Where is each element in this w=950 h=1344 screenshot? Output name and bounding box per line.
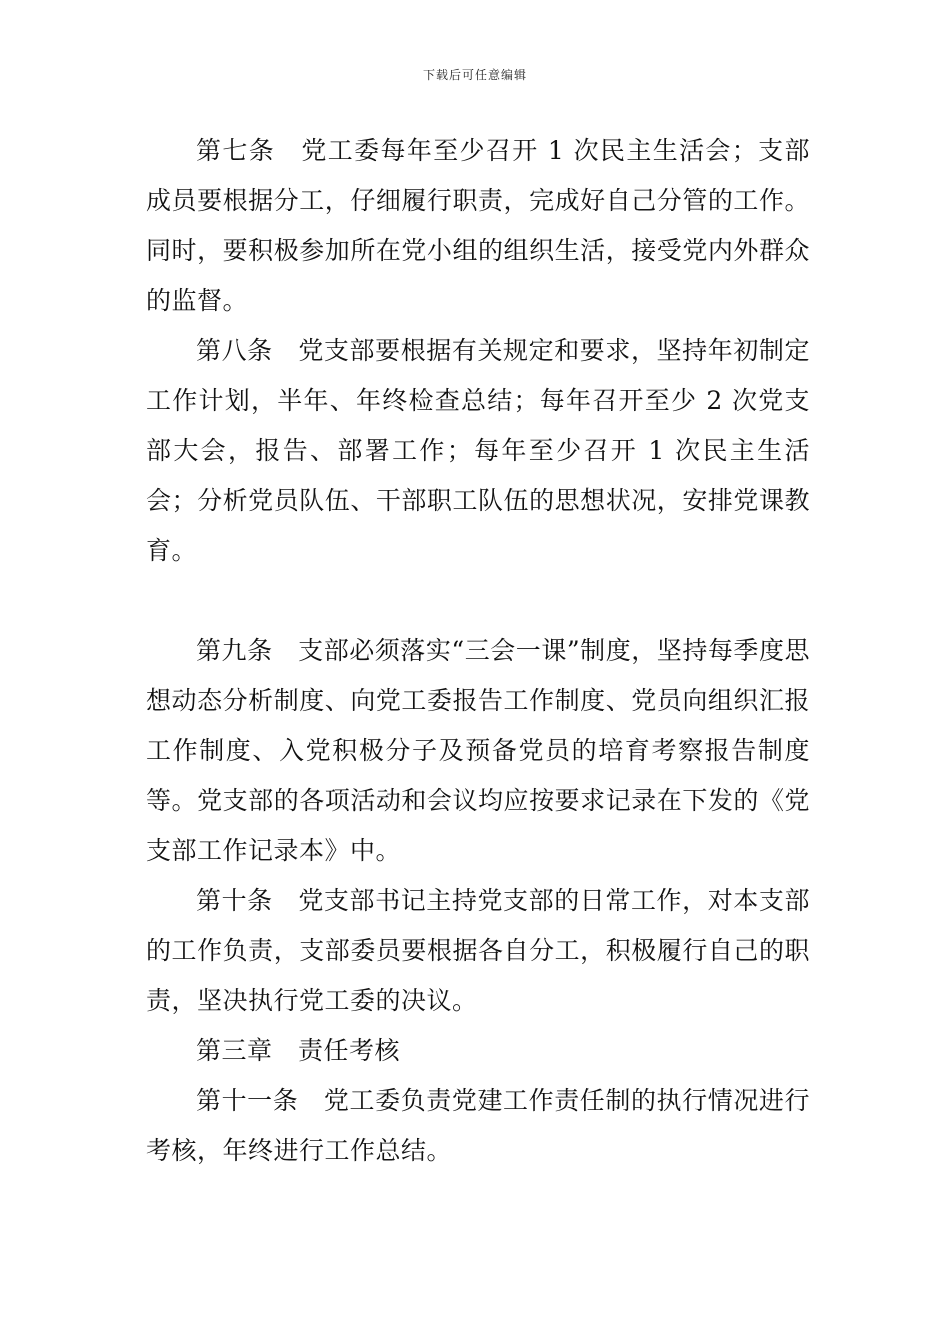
chapter-3-heading: 第三章 责任考核 <box>196 1036 401 1065</box>
article-8-paragraph: 第八条 党支部要根据有关规定和要求，坚持年初制定工作计划，半年、年终检查总结；每年召开至少 2 次党支部大会，报告、部署工作；每年至少召开 1 次民主生活会；分析党员队伍、干部职工队伍的思想状况，安排党课教育。 <box>146 336 810 565</box>
article-10-paragraph: 第十条 党支部书记主持党支部的日常工作，对本支部的工作负责，支部委员要根据各自分工，积极履行自己的职责，坚决执行党工委的决议。 <box>146 886 810 1015</box>
article-9-paragraph: 第九条 支部必须落实“三会一课”制度，坚持每季度思想动态分析制度、向党工委报告工作制度、党员向组织汇报工作制度、入党积极分子及预备党员的培育考察报告制度等。党支部的各项活动和会议均应按要求记录在下发的《党支部工作记录本》中。 <box>146 636 810 865</box>
article-7-paragraph: 第七条 党工委每年至少召开 1 次民主生活会；支部成员要根据分工，仔细履行职责，完成好自己分管的工作。同时，要积极参加所在党小组的组织生活，接受党内外群众的监督。 <box>146 136 810 315</box>
document-body <box>146 126 810 1176</box>
header-note: 下载后可任意编辑 <box>422 68 527 82</box>
blank-line <box>146 576 810 626</box>
article-11-paragraph: 第十一条 党工委负责党建工作责任制的执行情况进行考核，年终进行工作总结。 <box>146 1086 810 1165</box>
